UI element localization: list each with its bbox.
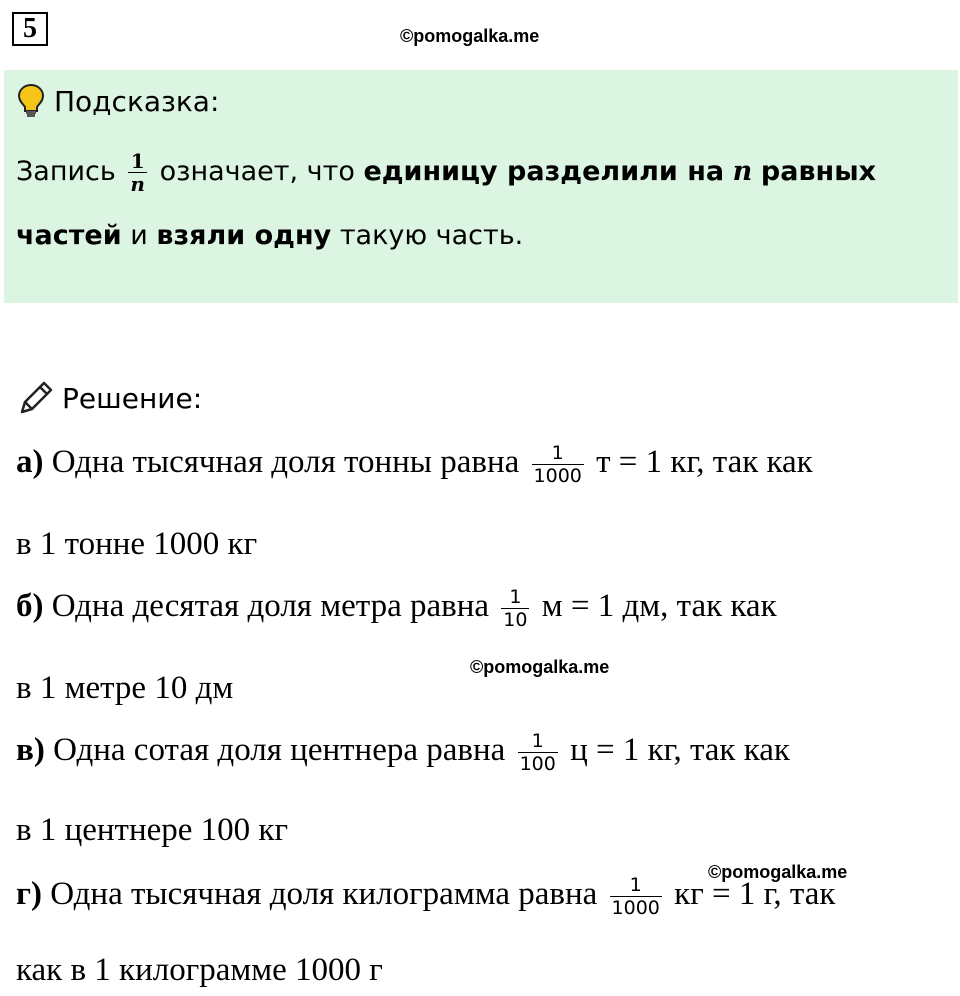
watermark-top: ©pomogalka.me [400,26,540,46]
solution-title-text: Решение: [62,381,203,415]
hint-fraction: $\frac{1}{n}$ [130,149,145,196]
solution-title [16,378,202,418]
lightbulb-icon [16,83,46,119]
hint-line-1: Запись $\frac{1}{n}$ означает, что единицу разделили на n равных [16,149,877,196]
solution-item-g: г) Одна тысячная доля килограмма равна $\frac{1}{1000}$ кг = 1 г, так [16,874,836,919]
fraction: $\frac{1}{1000}$ [533,442,582,487]
fraction: $\frac{1}{100}$ [519,730,556,775]
solution-item-b: б) Одна десятая доля метра равна $\frac{1}{10}$ м = 1 дм, так как [16,586,777,631]
solution-item-v-line2: в 1 центнере 100 кг [16,812,288,848]
solution-item-a-line2: в 1 тонне 1000 кг [16,526,258,562]
solution-item-a: а) Одна тысячная доля тонны равна $\frac{1}{1000}$ т = 1 кг, так как [16,442,813,487]
hint-title [16,83,219,119]
hint-line-2: частей и взяли одну такую часть. [16,220,524,251]
fraction: $\frac{1}{10}$ [503,586,528,631]
hint-title-text: Подсказка: [54,84,220,118]
pencil-icon [16,378,56,418]
task-number: 5 [12,12,48,46]
watermark-bottom: ©pomogalka.me [708,862,848,882]
fraction: $\frac{1}{1000}$ [611,874,660,919]
solution-item-b-line2: в 1 метре 10 дм [16,670,234,706]
solution-item-v: в) Одна сотая доля центнера равна $\frac{1}{100}$ ц = 1 кг, так как [16,730,790,775]
solution-item-g-line2: как в 1 килограмме 1000 г [16,952,383,988]
watermark-middle: ©pomogalka.me [470,657,610,677]
